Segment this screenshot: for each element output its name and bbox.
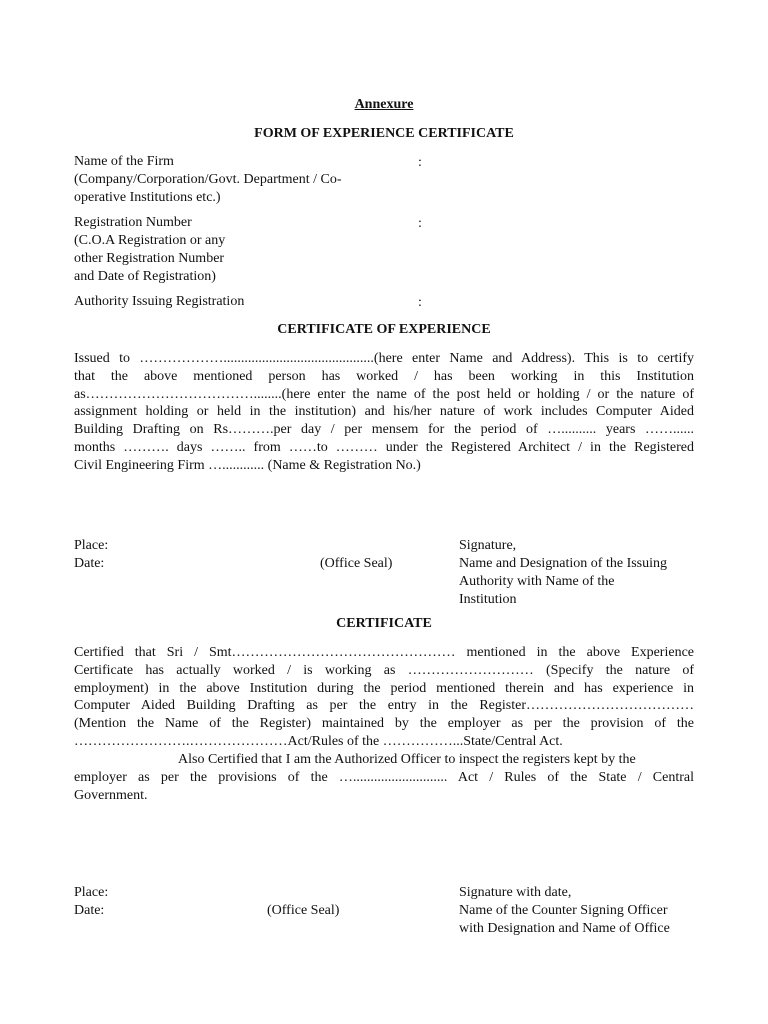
- date-label: Date:: [74, 903, 105, 918]
- paragraph-line: employer as per the provisions of the …........................... Act / Rules of the State / Central: [74, 769, 694, 785]
- paragraph-line: months ………. days …….. from ……to ……… under the Registered Architect / in the Registered: [74, 439, 694, 455]
- signature-line: with Designation and Name of Office: [459, 921, 670, 936]
- field-label-line: Name of the Firm: [74, 154, 174, 169]
- paragraph-line: as………………………………........(here enter the name of the post held or holding / or the nature of: [74, 386, 694, 402]
- field-label-line: other Registration Number: [74, 251, 225, 266]
- signature-line: Name and Designation of the Issuing: [459, 556, 668, 571]
- paragraph-line: employment) in the above Institution during the period mentioned therein and has experience in: [74, 680, 694, 696]
- signature-line: Institution: [459, 592, 517, 607]
- place-label: Place:: [74, 538, 109, 553]
- certificate-paragraph: [74, 644, 694, 751]
- date-label: Date:: [74, 556, 105, 571]
- paragraph-line: Also Certified that I am the Authorized Officer to inspect the registers kept by the: [178, 752, 636, 767]
- field-separator: :: [418, 295, 422, 310]
- field-separator: :: [418, 216, 422, 231]
- paragraph-line: Certificate has actually worked / is working as ……………………… (Specify the nature of: [74, 662, 694, 678]
- paragraph-line: that the above mentioned person has worked / has been working in this Institution: [74, 368, 694, 384]
- paragraph-line: Civil Engineering Firm …............ (Name & Registration No.): [74, 457, 421, 473]
- field-label-line: (Company/Corporation/Govt. Department / Co-: [74, 172, 342, 187]
- experience-paragraph: [74, 350, 694, 475]
- paragraph-line: Computer Aided Building Drafting as per the entry in the Register………………………………: [74, 698, 694, 714]
- paragraph-line: Government.: [74, 787, 148, 803]
- paragraph-line: …………………….…………………Act/Rules of the ……………...State/Central Act.: [74, 733, 563, 749]
- certificate-title: CERTIFICATE: [336, 616, 432, 631]
- office-seal-label: (Office Seal): [267, 903, 340, 918]
- signature-line: Authority with Name of the: [459, 574, 615, 589]
- field-label-line: and Date of Registration): [74, 269, 216, 284]
- signature-line: Signature with date,: [459, 885, 572, 900]
- field-separator: :: [418, 155, 422, 170]
- certificate-paragraph-2: [74, 751, 694, 804]
- field-label-line: Registration Number: [74, 215, 192, 230]
- field-label-line: (C.O.A Registration or any: [74, 233, 226, 248]
- signature-line: Name of the Counter Signing Officer: [459, 903, 668, 918]
- form-title: FORM OF EXPERIENCE CERTIFICATE: [254, 126, 514, 141]
- paragraph-line: (Mention the Name of the Register) maintained by the employer as per the provision of the: [74, 716, 694, 732]
- paragraph-line: Issued to ………………...........................................(here enter Name and Address). This is to certify: [74, 351, 694, 366]
- place-label: Place:: [74, 885, 109, 900]
- office-seal-label: (Office Seal): [320, 556, 393, 571]
- annexure-heading: Annexure: [354, 97, 414, 112]
- paragraph-line: Certified that Sri / Smt………………………………………… mentioned in the above Experience: [74, 645, 694, 660]
- field-label-line: operative Institutions etc.): [74, 190, 221, 205]
- field-label-line: Authority Issuing Registration: [74, 294, 245, 309]
- paragraph-line: Building Drafting on Rs……….per day / per mensem for the period of ….......... years ……......: [74, 422, 694, 438]
- signature-line: Signature,: [459, 538, 517, 553]
- experience-title: CERTIFICATE OF EXPERIENCE: [277, 322, 491, 337]
- paragraph-line: assignment holding or held in the institution) and his/her nature of work includes Computer Aided: [74, 404, 694, 420]
